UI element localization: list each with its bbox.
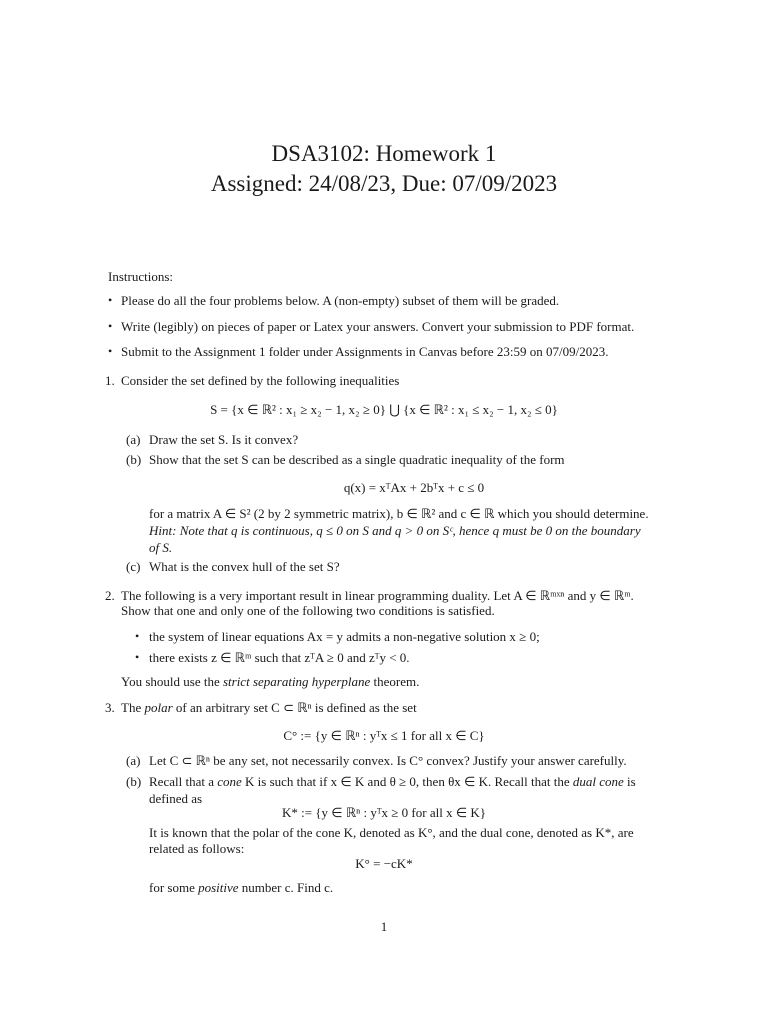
emphasis: strict separating hyperplane: [222, 674, 371, 689]
instructions-heading: Instructions:: [108, 269, 173, 284]
polar-equation: C° := {y ∈ ℝⁿ : yᵀx ≤ 1 for all x ∈ C}: [283, 728, 485, 743]
instruction-item: Write (legibly) on pieces of paper or Latex your answers. Convert your submission to PDF format.: [121, 319, 635, 334]
condition-item: the system of linear equations Ax = y admits a non-negative solution x ≥ 0;: [149, 629, 540, 644]
problem-number: 2.: [105, 588, 115, 603]
subpart-text: defined as: [149, 791, 203, 806]
problem-closing: You should use the strict separating hyperplane theorem.: [121, 674, 420, 689]
document-subtitle: Assigned: 24/08/23, Due: 07/09/2023: [210, 171, 558, 196]
hint-text: of S.: [149, 540, 173, 555]
quadratic-equation: q(x) = xᵀAx + 2bᵀx + c ≤ 0: [343, 480, 485, 495]
subpart-label: (c): [126, 559, 141, 574]
bullet-icon: •: [108, 344, 113, 358]
relation-equation: K° = −cK*: [355, 856, 413, 871]
subpart-text: for some positive number c. Find c.: [149, 880, 334, 895]
emphasis: positive: [198, 880, 239, 895]
dual-cone-equation: K* := {y ∈ ℝⁿ : yᵀx ≥ 0 for all x ∈ K}: [281, 805, 487, 820]
subpart-text: Draw the set S. Is it convex?: [149, 432, 299, 447]
subpart-label: (a): [126, 753, 141, 768]
subpart-text: Let C ⊂ ℝⁿ be any set, not necessarily convex. Is C° convex? Justify your answer carefully.: [149, 753, 627, 768]
subpart-label: (b): [126, 452, 142, 467]
subpart-text: What is the convex hull of the set S?: [149, 559, 340, 574]
emphasis: cone: [217, 774, 242, 789]
set-equation: S = {x ∈ ℝ² : x₁ ≥ x₂ − 1, x₂ ≥ 0} ⋃ {x ∈ ℝ² : x₁ ≤ x₂ − 1, x₂ ≤ 0}: [210, 402, 558, 417]
problem-text: Show that one and only one of the following two conditions is satisfied.: [121, 603, 495, 618]
instruction-item: Please do all the four problems below. A (non-empty) subset of them will be graded.: [121, 293, 560, 308]
problem-intro: Consider the set defined by the following inequalities: [121, 373, 400, 388]
bullet-icon: •: [108, 319, 113, 333]
subpart-text: Recall that a cone K is such that if x ∈ K and θ ≥ 0, then θx ∈ K. Recall that the dual cone is: [149, 774, 636, 789]
problem-text: The following is a very important result in linear programming duality. Let A ∈ ℝᵐˣⁿ and y ∈ ℝᵐ.: [121, 588, 634, 603]
emphasis: polar: [144, 700, 173, 715]
bullet-icon: •: [108, 293, 113, 307]
instruction-item: Submit to the Assignment 1 folder under Assignments in Canvas before 23:59 on 07/09/2023.: [121, 344, 609, 359]
subpart-text: for a matrix A ∈ S² (2 by 2 symmetric matrix), b ∈ ℝ² and c ∈ ℝ which you should determine.: [149, 506, 649, 521]
problem-intro: The polar of an arbitrary set C ⊂ ℝⁿ is defined as the set: [121, 700, 417, 715]
page-number: 1: [380, 919, 388, 934]
subpart-text: Show that the set S can be described as a single quadratic inequality of the form: [149, 452, 565, 467]
subpart-text: related as follows:: [149, 841, 245, 856]
subpart-text: It is known that the polar of the cone K, denoted as K°, and the dual cone, denoted as K*, are: [149, 825, 634, 840]
bullet-icon: •: [135, 629, 140, 643]
hint-text: Hint: Note that q is continuous, q ≤ 0 on S and q > 0 on Sᶜ, hence q must be 0 on the boundary: [149, 523, 641, 538]
subpart-label: (a): [126, 432, 141, 447]
problem-number: 3.: [105, 700, 115, 715]
problem-number: 1.: [105, 373, 115, 388]
subpart-label: (b): [126, 774, 142, 789]
document-title: DSA3102: Homework 1: [271, 141, 497, 166]
bullet-icon: •: [135, 650, 140, 664]
emphasis: dual cone: [572, 774, 624, 789]
condition-item: there exists z ∈ ℝᵐ such that zᵀA ≥ 0 and zᵀy < 0.: [149, 650, 410, 665]
